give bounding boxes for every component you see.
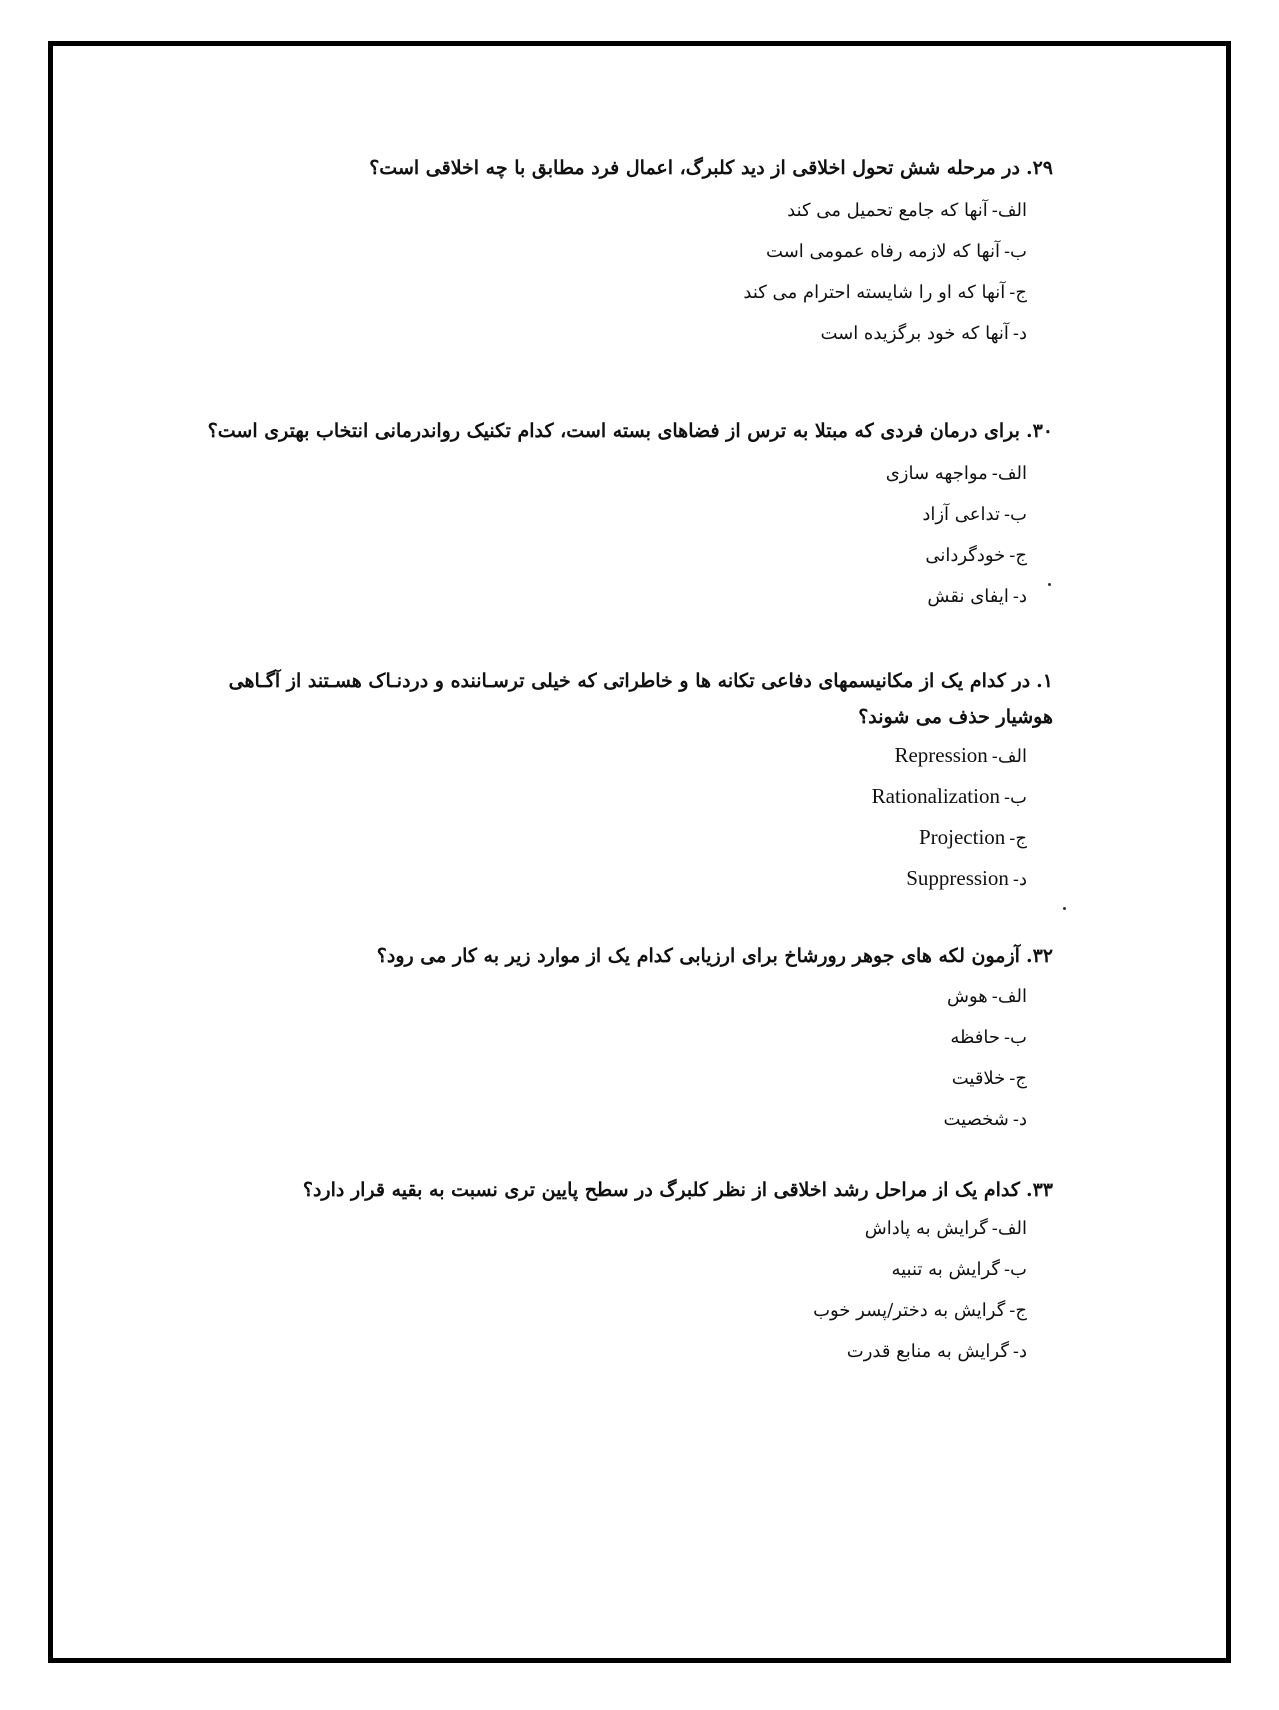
option-a[interactable]: الف-مواجهه سازی: [885, 463, 1027, 484]
question-number: ۳۲.: [1025, 945, 1053, 967]
question-number: ۱.: [1036, 670, 1053, 692]
question-31: [183, 663, 1053, 899]
question-29: [153, 150, 1053, 354]
option-a[interactable]: الف-گرایش به پاداش: [864, 1218, 1027, 1239]
option-c[interactable]: ج-گرایش به دختر/پسر خوب: [813, 1300, 1027, 1321]
option-a[interactable]: الف-آنها که جامع تحمیل می کند: [787, 200, 1027, 221]
question-title: [183, 663, 1053, 735]
option-a[interactable]: الف-Repression: [894, 743, 1027, 767]
question-text: کدام یک از مراحل رشد اخلاقی از نظر کلبرگ در سطح پایین تری نسبت به بقیه قرار دارد؟: [302, 1179, 1020, 1201]
options-list: [153, 190, 1027, 354]
option-d[interactable]: د-Suppression: [906, 866, 1027, 890]
option-b[interactable]: ب-آنها که لازمه رفاه عمومی است: [766, 241, 1027, 262]
options-list: [153, 976, 1027, 1140]
option-b[interactable]: ب-تداعی آزاد: [922, 504, 1027, 525]
question-30: [153, 413, 1053, 617]
question-text: آزمون لکه های جوهر رورشاخ برای ارزیابی کدام یک از موارد زیر به کار می رود؟: [376, 945, 1020, 967]
scan-speck: [1063, 907, 1066, 910]
question-32: [153, 938, 1053, 1140]
scan-speck: [1048, 583, 1051, 586]
options-list: [153, 453, 1027, 617]
question-number: ۳۰.: [1025, 420, 1053, 442]
question-number: ۳۳.: [1025, 1179, 1053, 1201]
question-text: در کدام یک از مکانیسمهای دفاعی تکانه ها و خاطراتی که خیلی ترسـاننده و دردنـاک هسـتند از آگـاهی هوشیار حذف می شوند؟: [228, 670, 1053, 728]
question-33: [153, 1172, 1053, 1372]
question-number: ۲۹.: [1025, 157, 1053, 179]
question-title: [153, 938, 1053, 974]
option-c[interactable]: ج-خودگردانی: [925, 545, 1027, 566]
options-list: [153, 1208, 1027, 1372]
question-text: در مرحله شش تحول اخلاقی از دید کلبرگ، اعمال فرد مطابق با چه اخلاقی است؟: [369, 157, 1020, 179]
question-title: [153, 1172, 1053, 1208]
question-title: [153, 150, 1053, 186]
option-d[interactable]: د-گرایش به منابع قدرت: [846, 1341, 1027, 1362]
option-b[interactable]: ب-گرایش به تنبیه: [891, 1259, 1027, 1280]
option-b[interactable]: ب-Rationalization: [871, 784, 1027, 808]
option-a[interactable]: الف-هوش: [947, 986, 1027, 1007]
option-d[interactable]: د-شخصیت: [943, 1109, 1027, 1130]
option-c[interactable]: ج-خلاقیت: [951, 1068, 1027, 1089]
question-text: برای درمان فردی که مبتلا به ترس از فضاهای بسته است، کدام تکنیک رواندرمانی انتخاب بهتری است؟: [207, 420, 1020, 442]
options-list: [183, 735, 1027, 899]
option-c[interactable]: ج-Projection: [918, 825, 1027, 849]
question-title: [153, 413, 1053, 449]
option-c[interactable]: ج-آنها که او را شایسته احترام می کند: [743, 282, 1027, 303]
option-d[interactable]: د-ایفای نقش: [927, 586, 1027, 607]
option-d[interactable]: د-آنها که خود برگزیده است: [820, 323, 1027, 344]
option-b[interactable]: ب-حافظه: [950, 1027, 1027, 1048]
